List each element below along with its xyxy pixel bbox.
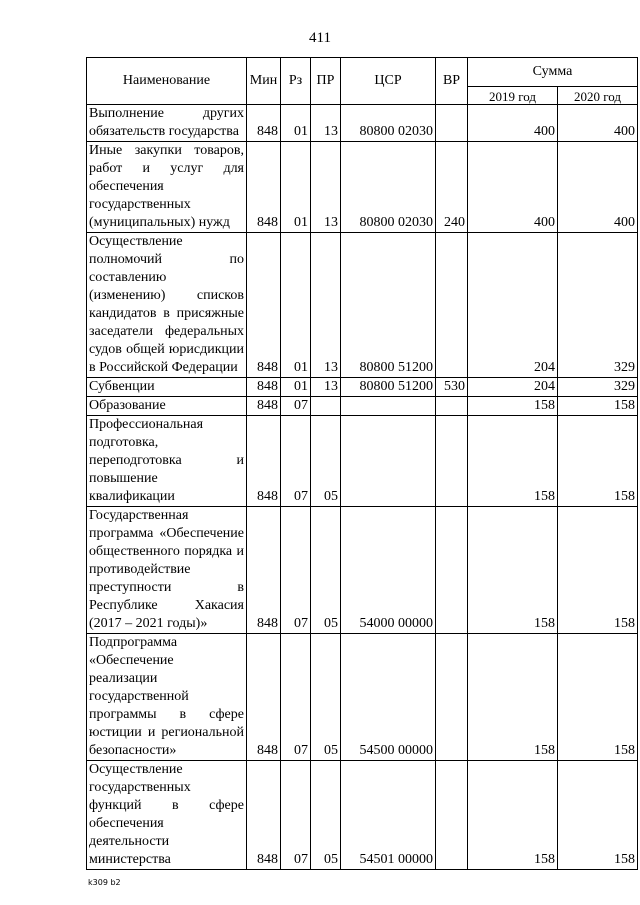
row-pr: 13: [311, 105, 341, 142]
header-pr: ПР: [311, 58, 341, 105]
row-min: 848: [247, 761, 281, 870]
row-csr: [341, 416, 436, 507]
row-min: 848: [247, 507, 281, 634]
row-rz: 07: [281, 761, 311, 870]
header-name: Наименование: [87, 58, 247, 105]
row-2020: 158: [558, 416, 638, 507]
row-min: 848: [247, 397, 281, 416]
row-name: Субвенции: [87, 378, 247, 397]
row-name: Профессиональная подготовка, переподготовка и повышение квалификации: [87, 416, 247, 507]
row-vr: [436, 507, 468, 634]
table-row: [87, 105, 638, 142]
table-row: [87, 378, 638, 397]
row-2020: 400: [558, 105, 638, 142]
row-csr: 80800 51200: [341, 378, 436, 397]
row-csr: 54500 00000: [341, 634, 436, 761]
table-row: [87, 761, 638, 870]
row-rz: 01: [281, 142, 311, 233]
row-csr: 80800 02030: [341, 142, 436, 233]
table-row: [87, 142, 638, 233]
header-sum: Сумма: [468, 58, 638, 87]
row-rz: 01: [281, 233, 311, 378]
row-2020: 158: [558, 634, 638, 761]
row-2019: 158: [468, 416, 558, 507]
row-2019: 400: [468, 142, 558, 233]
footer-code: k309 b2: [88, 878, 121, 887]
row-pr: 13: [311, 233, 341, 378]
header-csr: ЦСР: [341, 58, 436, 105]
row-2020: 400: [558, 142, 638, 233]
header-2020: 2020 год: [558, 87, 638, 105]
row-2020: 158: [558, 397, 638, 416]
table-row: [87, 507, 638, 634]
row-pr: 05: [311, 761, 341, 870]
row-pr: 05: [311, 416, 341, 507]
row-rz: 07: [281, 416, 311, 507]
page-number: 411: [309, 30, 331, 46]
row-vr: [436, 634, 468, 761]
row-name: Образование: [87, 397, 247, 416]
row-2019: 204: [468, 233, 558, 378]
row-rz: 07: [281, 397, 311, 416]
row-vr: [436, 397, 468, 416]
row-pr: [311, 397, 341, 416]
row-pr: 13: [311, 142, 341, 233]
row-vr: 240: [436, 142, 468, 233]
row-name: Выполнение других обязательств государства: [87, 105, 247, 142]
header-2019: 2019 год: [468, 87, 558, 105]
row-rz: 07: [281, 634, 311, 761]
row-min: 848: [247, 634, 281, 761]
row-csr: 54000 00000: [341, 507, 436, 634]
row-2019: 158: [468, 634, 558, 761]
row-pr: 13: [311, 378, 341, 397]
row-min: 848: [247, 105, 281, 142]
row-csr: [341, 397, 436, 416]
row-2019: 158: [468, 761, 558, 870]
row-name: Подпрограмма «Обеспечение реализации государственной программы в сфере юстиции и региональной безопасности»: [87, 634, 247, 761]
row-rz: 07: [281, 507, 311, 634]
row-name: Осуществление государственных функций в сфере обеспечения деятельности министерства: [87, 761, 247, 870]
header-rz: Рз: [281, 58, 311, 105]
row-pr: 05: [311, 634, 341, 761]
table-header: [87, 58, 638, 105]
header-min: Мин: [247, 58, 281, 105]
table-row: [87, 233, 638, 378]
row-2019: 400: [468, 105, 558, 142]
row-2020: 329: [558, 378, 638, 397]
row-2019: 158: [468, 397, 558, 416]
row-min: 848: [247, 233, 281, 378]
budget-table: [86, 57, 638, 870]
row-name: Осуществление полномочий по составлению (изменению) списков кандидатов в присяжные заседатели федеральных судов общей юрисдикции в Российской Федерации: [87, 233, 247, 378]
table-row: [87, 416, 638, 507]
row-name: Иные закупки товаров, работ и услуг для обеспечения государственных (муниципальных) нужд: [87, 142, 247, 233]
row-2020: 329: [558, 233, 638, 378]
row-csr: 80800 51200: [341, 233, 436, 378]
row-2020: 158: [558, 761, 638, 870]
row-min: 848: [247, 142, 281, 233]
row-min: 848: [247, 378, 281, 397]
table-row: [87, 397, 638, 416]
row-vr: [436, 233, 468, 378]
row-min: 848: [247, 416, 281, 507]
row-csr: 54501 00000: [341, 761, 436, 870]
row-vr: [436, 761, 468, 870]
row-pr: 05: [311, 507, 341, 634]
row-vr: [436, 416, 468, 507]
row-csr: 80800 02030: [341, 105, 436, 142]
table-row: [87, 634, 638, 761]
row-rz: 01: [281, 378, 311, 397]
row-rz: 01: [281, 105, 311, 142]
row-name: Государственная программа «Обеспечение общественного порядка и противодействие преступности в Республике Хакасия (2017 – 2021 годы)»: [87, 507, 247, 634]
row-2019: 158: [468, 507, 558, 634]
row-vr: 530: [436, 378, 468, 397]
header-vr: ВР: [436, 58, 468, 105]
row-2020: 158: [558, 507, 638, 634]
row-vr: [436, 105, 468, 142]
row-2019: 204: [468, 378, 558, 397]
